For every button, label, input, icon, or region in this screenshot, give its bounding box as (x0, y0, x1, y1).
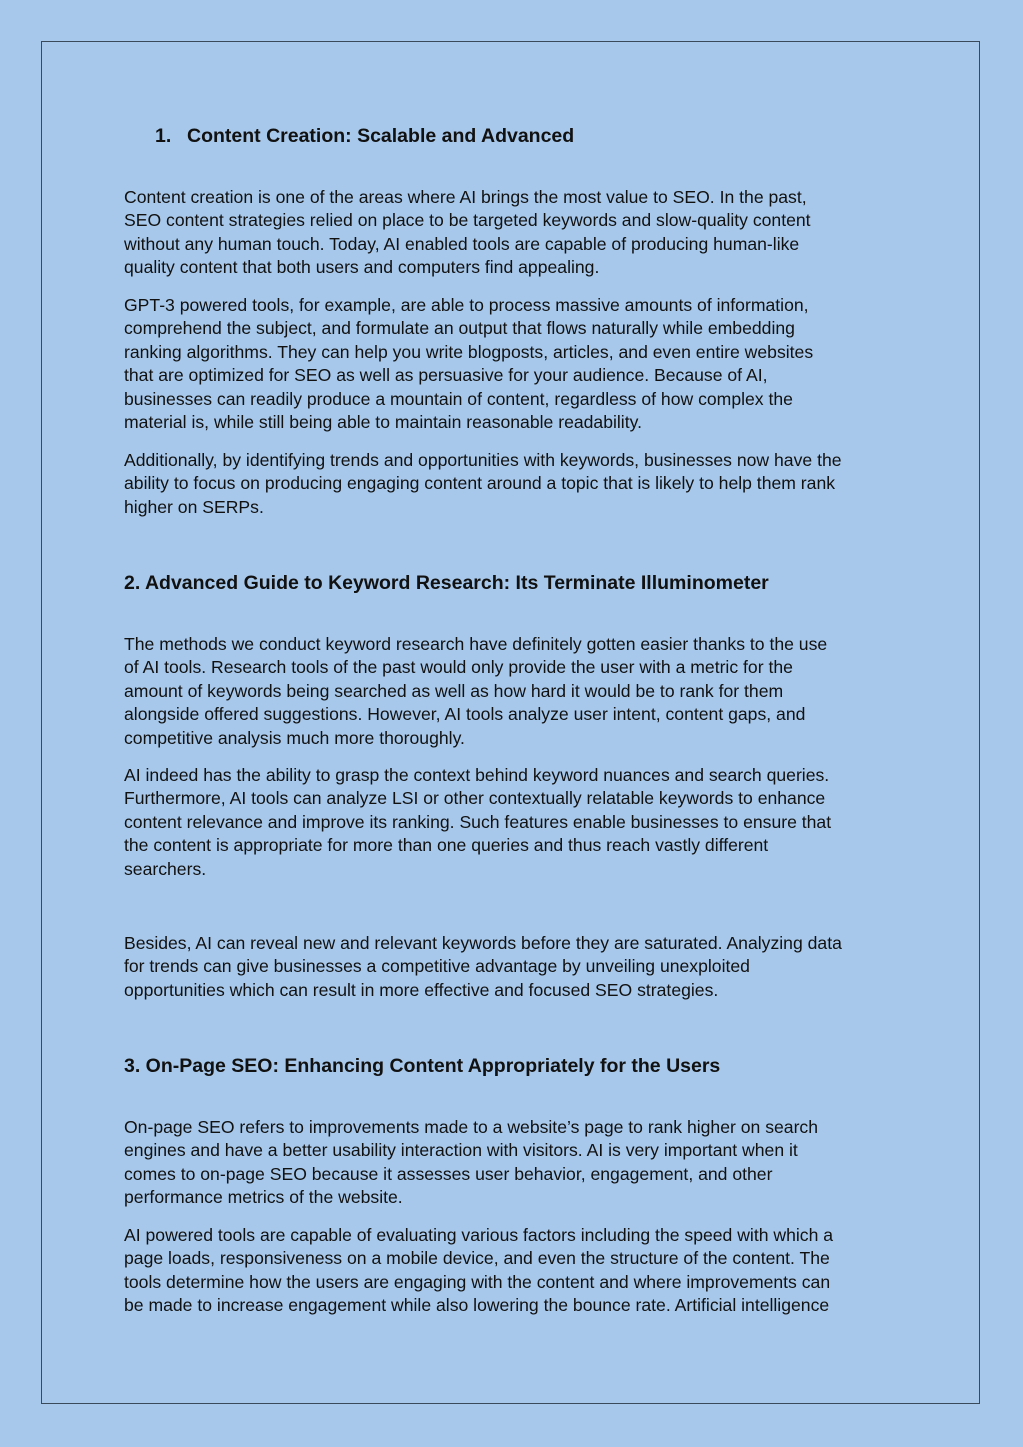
text-line: Content creation is one of the areas where AI brings the most value to SEO. In the past, (124, 187, 807, 207)
text-line: tools determine how the users are engaging with the content and where improvements can (124, 1271, 831, 1292)
section-1-heading (155, 124, 945, 148)
text-line: competitive analysis much more thoroughly. (124, 727, 465, 748)
text-line: ability to focus on producing engaging content around a topic that is likely to help them rank (124, 473, 836, 494)
text-line: comprehend the subject, and formulate an output that flows naturally while embedding (124, 318, 795, 339)
section-2-paragraph-1 (124, 633, 914, 750)
text-line: page loads, responsiveness on a mobile device, and even the structure of the content. The (124, 1248, 830, 1269)
section-3-paragraph-1 (124, 1116, 914, 1210)
text-line: GPT-3 powered tools, for example, are able to process massive amounts of information, (124, 295, 809, 315)
text-line: engines and have a better usability interaction with visitors. AI is very important when it (124, 1140, 798, 1161)
text-line: searchers. (124, 858, 207, 879)
text-line: On-page SEO refers to improvements made to a website’s page to rank higher on search (124, 1117, 819, 1137)
text-line: alongside offered suggestions. However, AI tools analyze user intent, content gaps, and (124, 704, 806, 725)
text-line: Additionally, by identifying trends and opportunities with keywords, businesses now have the (124, 450, 842, 470)
text-line: opportunities which can result in more effective and focused SEO strategies. (124, 979, 719, 1000)
section-1-title: Content Creation: Scalable and Advanced (187, 125, 575, 147)
section-1-paragraph-3 (124, 449, 914, 519)
text-line: of AI tools. Research tools of the past would only provide the user with a metric for the (124, 657, 793, 678)
section-2-paragraph-2 (124, 764, 914, 881)
text-line: performance metrics of the website. (124, 1187, 403, 1208)
section-3-paragraph-2 (124, 1224, 914, 1318)
text-line: that are optimized for SEO as well as persuasive for your audience. Because of AI, (124, 365, 768, 386)
text-line: businesses can readily produce a mountain of content, regardless of how complex the (124, 388, 793, 409)
section-1-number: 1. (155, 125, 172, 147)
text-line: comes to on-page SEO because it assesses user behavior, engagement, and other (124, 1163, 773, 1184)
text-line: Besides, AI can reveal new and relevant keywords before they are saturated. Analyzing data (124, 933, 842, 953)
text-line: be made to increase engagement while also lowering the bounce rate. Artificial intelligence (124, 1295, 830, 1316)
section-1-paragraph-2 (124, 294, 914, 434)
text-line: material is, while still being able to maintain reasonable readability. (124, 412, 642, 433)
text-line: the content is appropriate for more than one queries and thus reach vastly different (124, 835, 769, 856)
text-line: SEO content strategies relied on place to be targeted keywords and slow-quality content (124, 210, 811, 231)
section-2-paragraph-3 (124, 932, 914, 1002)
section-3-heading: 3. On-Page SEO: Enhancing Content Appropriately for the Users (124, 1055, 721, 1077)
section-1-paragraph-1 (124, 186, 914, 280)
text-line: Furthermore, AI tools can analyze LSI or other contextually relatable keywords to enhance (124, 788, 826, 809)
text-line: content relevance and improve its ranking. Such features enable businesses to ensure that (124, 811, 832, 832)
text-line: The methods we conduct keyword research have definitely gotten easier thanks to the use (124, 634, 828, 654)
text-line: AI indeed has the ability to grasp the context behind keyword nuances and search queries. (124, 765, 830, 785)
text-line: amount of keywords being searched as well as how hard it would be to rank for them (124, 680, 784, 701)
text-line: higher on SERPs. (124, 496, 264, 517)
text-line: for trends can give businesses a competitive advantage by unveiling unexploited (124, 956, 750, 977)
text-line: quality content that both users and computers find appealing. (124, 257, 600, 278)
text-line: AI powered tools are capable of evaluating various factors including the speed with which a (124, 1225, 834, 1245)
section-2-heading: 2. Advanced Guide to Keyword Research: Its Terminate Illuminometer (124, 572, 769, 594)
text-line: ranking algorithms. They can help you write blogposts, articles, and even entire websites (124, 341, 814, 362)
text-line: without any human touch. Today, AI enabled tools are capable of producing human-like (124, 233, 800, 254)
